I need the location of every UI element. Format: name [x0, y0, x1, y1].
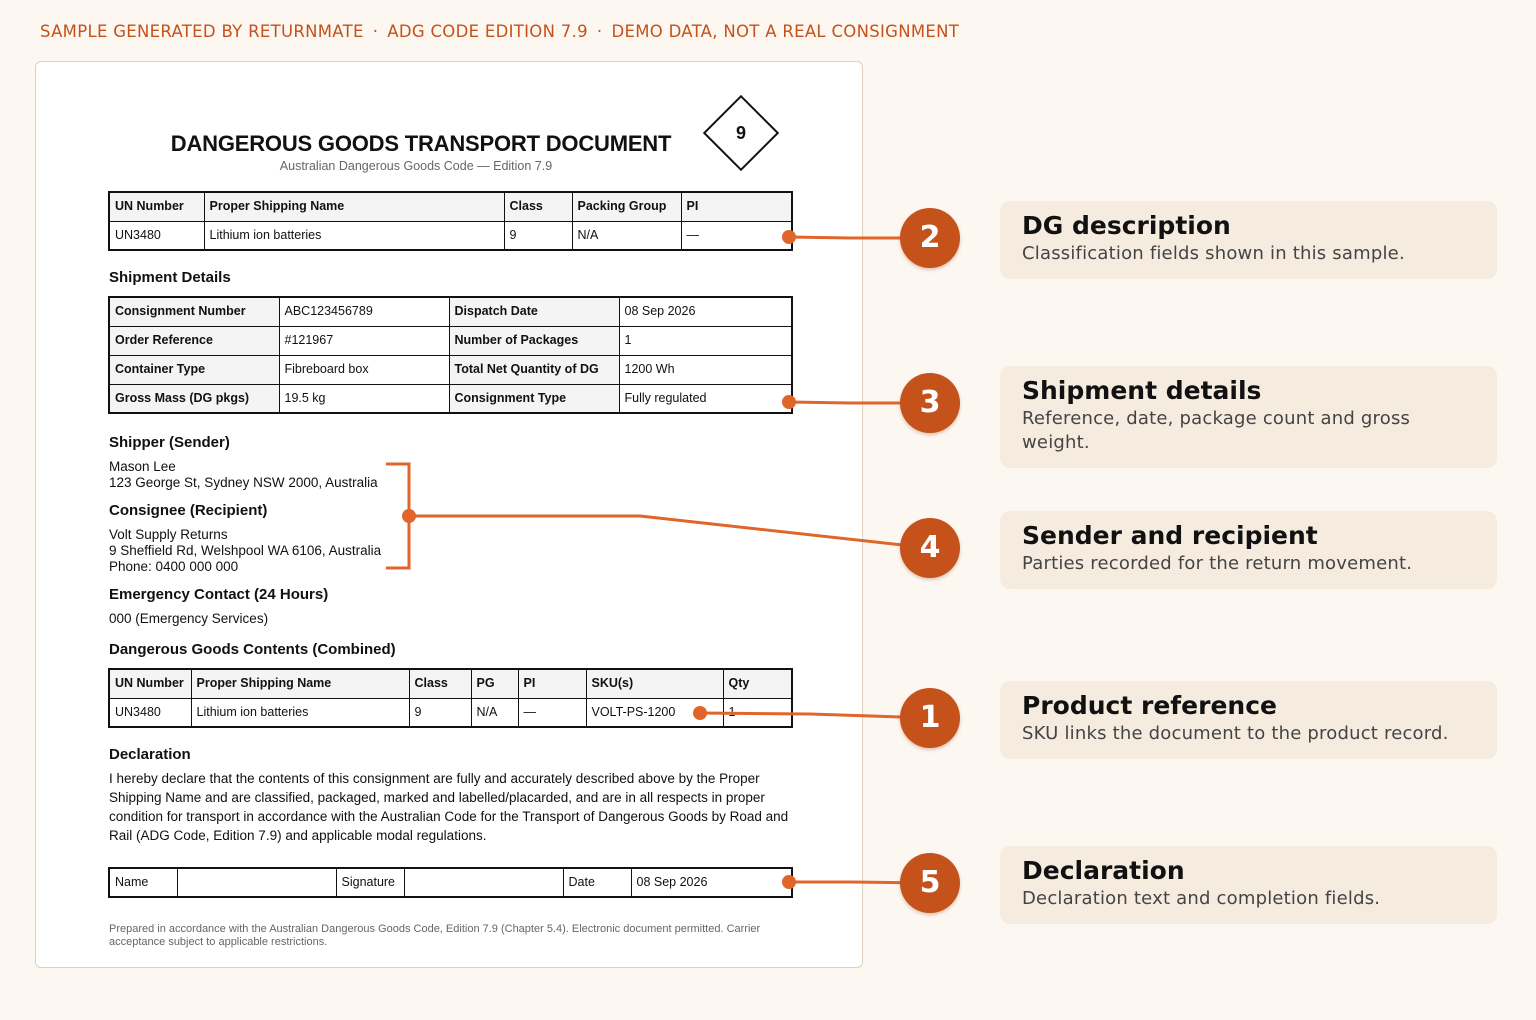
field-value: 1200 Wh — [619, 355, 792, 384]
connector-line-1 — [700, 713, 930, 718]
header-un-number: UN Number — [109, 669, 191, 698]
emergency-heading: Emergency Contact (24 Hours) — [109, 586, 329, 603]
field-value: Fibreboard box — [279, 355, 449, 384]
connector-line-4 — [409, 516, 930, 548]
cell-class: 9 — [504, 221, 572, 250]
banner-edition: ADG CODE EDITION 7.9 — [387, 22, 588, 41]
callout-card-shipment-details — [1000, 366, 1497, 468]
cell-shipping-name: Lithium ion batteries — [191, 698, 409, 727]
header-packing-group: Packing Group — [572, 192, 681, 221]
field-value: #121967 — [279, 326, 449, 355]
cell-packing-group: N/A — [572, 221, 681, 250]
callout-badge-5: 5 — [900, 853, 960, 913]
date-field[interactable]: 08 Sep 2026 — [631, 868, 792, 897]
callout-title: Product reference — [1022, 691, 1277, 720]
cell-qty: 1 — [723, 698, 792, 727]
callout-card-product-reference — [1000, 681, 1497, 759]
document-title: DANGEROUS GOODS TRANSPORT DOCUMENT — [170, 131, 672, 156]
header-skus: SKU(s) — [586, 669, 723, 698]
field-label: Container Type — [109, 355, 279, 384]
callout-description: Parties recorded for the return movement. — [1022, 553, 1413, 574]
field-label: Consignment Type — [449, 384, 619, 413]
shipment-details-heading: Shipment Details — [109, 269, 231, 286]
callout-title: DG description — [1022, 211, 1231, 240]
field-label: Gross Mass (DG pkgs) — [109, 384, 279, 413]
callout-title: Shipment details — [1022, 376, 1262, 405]
callout-description: Declaration text and completion fields. — [1022, 888, 1381, 909]
connector-dot-2 — [782, 230, 796, 244]
field-label: Dispatch Date — [449, 297, 619, 326]
cell-un-number: UN3480 — [109, 221, 204, 250]
header-pi: PI — [681, 192, 792, 221]
cell-shipping-name: Lithium ion batteries — [204, 221, 504, 250]
signature-label: Signature — [336, 868, 404, 897]
header-un-number: UN Number — [109, 192, 204, 221]
shipper-heading: Shipper (Sender) — [109, 434, 230, 451]
header-shipping-name: Proper Shipping Name — [191, 669, 409, 698]
cell-pi: — — [518, 698, 586, 727]
callout-description: Reference, date, package count and gross weight. — [1022, 408, 1411, 453]
emergency-contact: 000 (Emergency Services) — [109, 611, 269, 626]
consignee-phone: Phone: 0400 000 000 — [109, 559, 239, 574]
connector-dot-1 — [693, 706, 707, 720]
header-pi: PI — [518, 669, 586, 698]
banner-separator: · — [372, 22, 379, 41]
callout-badge-2: 2 — [900, 208, 960, 268]
shipper-address: 123 George St, Sydney NSW 2000, Australia — [109, 475, 378, 490]
cell-pi: — — [681, 221, 792, 250]
field-value: ABC123456789 — [279, 297, 449, 326]
header-class: Class — [504, 192, 572, 221]
field-value: 1 — [619, 326, 792, 355]
cell-class: 9 — [409, 698, 471, 727]
callout-description: SKU links the document to the product record. — [1022, 723, 1449, 744]
banner-separator: · — [596, 22, 603, 41]
cell-pg: N/A — [471, 698, 518, 727]
declaration-text: I hereby declare that the contents of this consignment are fully and accurately described above by the Proper Shipping Name and are classified, packaged, marked and labelled/placarded, and are in all respects in proper condition for transport in accordance with the Australian Code for the Transport of Dangerous Goods by Road and Rail (ADG Code, Edition 7.9) and applicable modal regulations. — [109, 771, 789, 843]
callout-badge-4: 4 — [900, 518, 960, 578]
field-label: Order Reference — [109, 326, 279, 355]
callout-badge-1: 1 — [900, 688, 960, 748]
field-value: 19.5 kg — [279, 384, 449, 413]
banner-disclaimer: DEMO DATA, NOT A REAL CONSIGNMENT — [611, 22, 960, 41]
header-qty: Qty — [723, 669, 792, 698]
field-label: Consignment Number — [109, 297, 279, 326]
document-subtitle: Australian Dangerous Goods Code — Edition 7.9 — [279, 159, 553, 173]
callout-card-sender-recipient — [1000, 511, 1497, 589]
callout-title: Sender and recipient — [1022, 521, 1318, 550]
callout-card-declaration — [1000, 846, 1497, 924]
connector-dot-3 — [782, 395, 796, 409]
connector-dot-4 — [402, 509, 416, 523]
banner-generator: SAMPLE GENERATED BY RETURNMATE — [40, 22, 364, 41]
document-footnote: Prepared in accordance with the Australian Dangerous Goods Code, Edition 7.9 (Chapter 5.4). Electronic document permitted. Carrier acceptance subject to applicable restrictions. — [109, 923, 761, 948]
placard-class-number: 9 — [735, 123, 746, 143]
callout-badge-3: 3 — [900, 373, 960, 433]
header-class: Class — [409, 669, 471, 698]
header-shipping-name: Proper Shipping Name — [204, 192, 504, 221]
cell-un-number: UN3480 — [109, 698, 191, 727]
header-pg: PG — [471, 669, 518, 698]
cell-sku: VOLT-PS-1200 — [586, 698, 723, 727]
field-label: Total Net Quantity of DG — [449, 355, 619, 384]
shipper-name: Mason Lee — [109, 459, 176, 474]
consignee-heading: Consignee (Recipient) — [109, 502, 268, 519]
callout-title: Declaration — [1022, 856, 1185, 885]
field-label: Number of Packages — [449, 326, 619, 355]
field-value: Fully regulated — [619, 384, 792, 413]
callout-description: Classification fields shown in this sample. — [1022, 243, 1405, 264]
connector-dot-5 — [782, 875, 796, 889]
date-label: Date — [563, 868, 631, 897]
name-label: Name — [109, 868, 177, 897]
contents-heading: Dangerous Goods Contents (Combined) — [109, 641, 396, 658]
consignee-address: 9 Sheffield Rd, Welshpool WA 6106, Australia — [109, 543, 382, 558]
field-value: 08 Sep 2026 — [619, 297, 792, 326]
consignee-name: Volt Supply Returns — [109, 527, 228, 542]
callout-card-dg-description — [1000, 201, 1497, 279]
declaration-heading: Declaration — [109, 746, 191, 763]
